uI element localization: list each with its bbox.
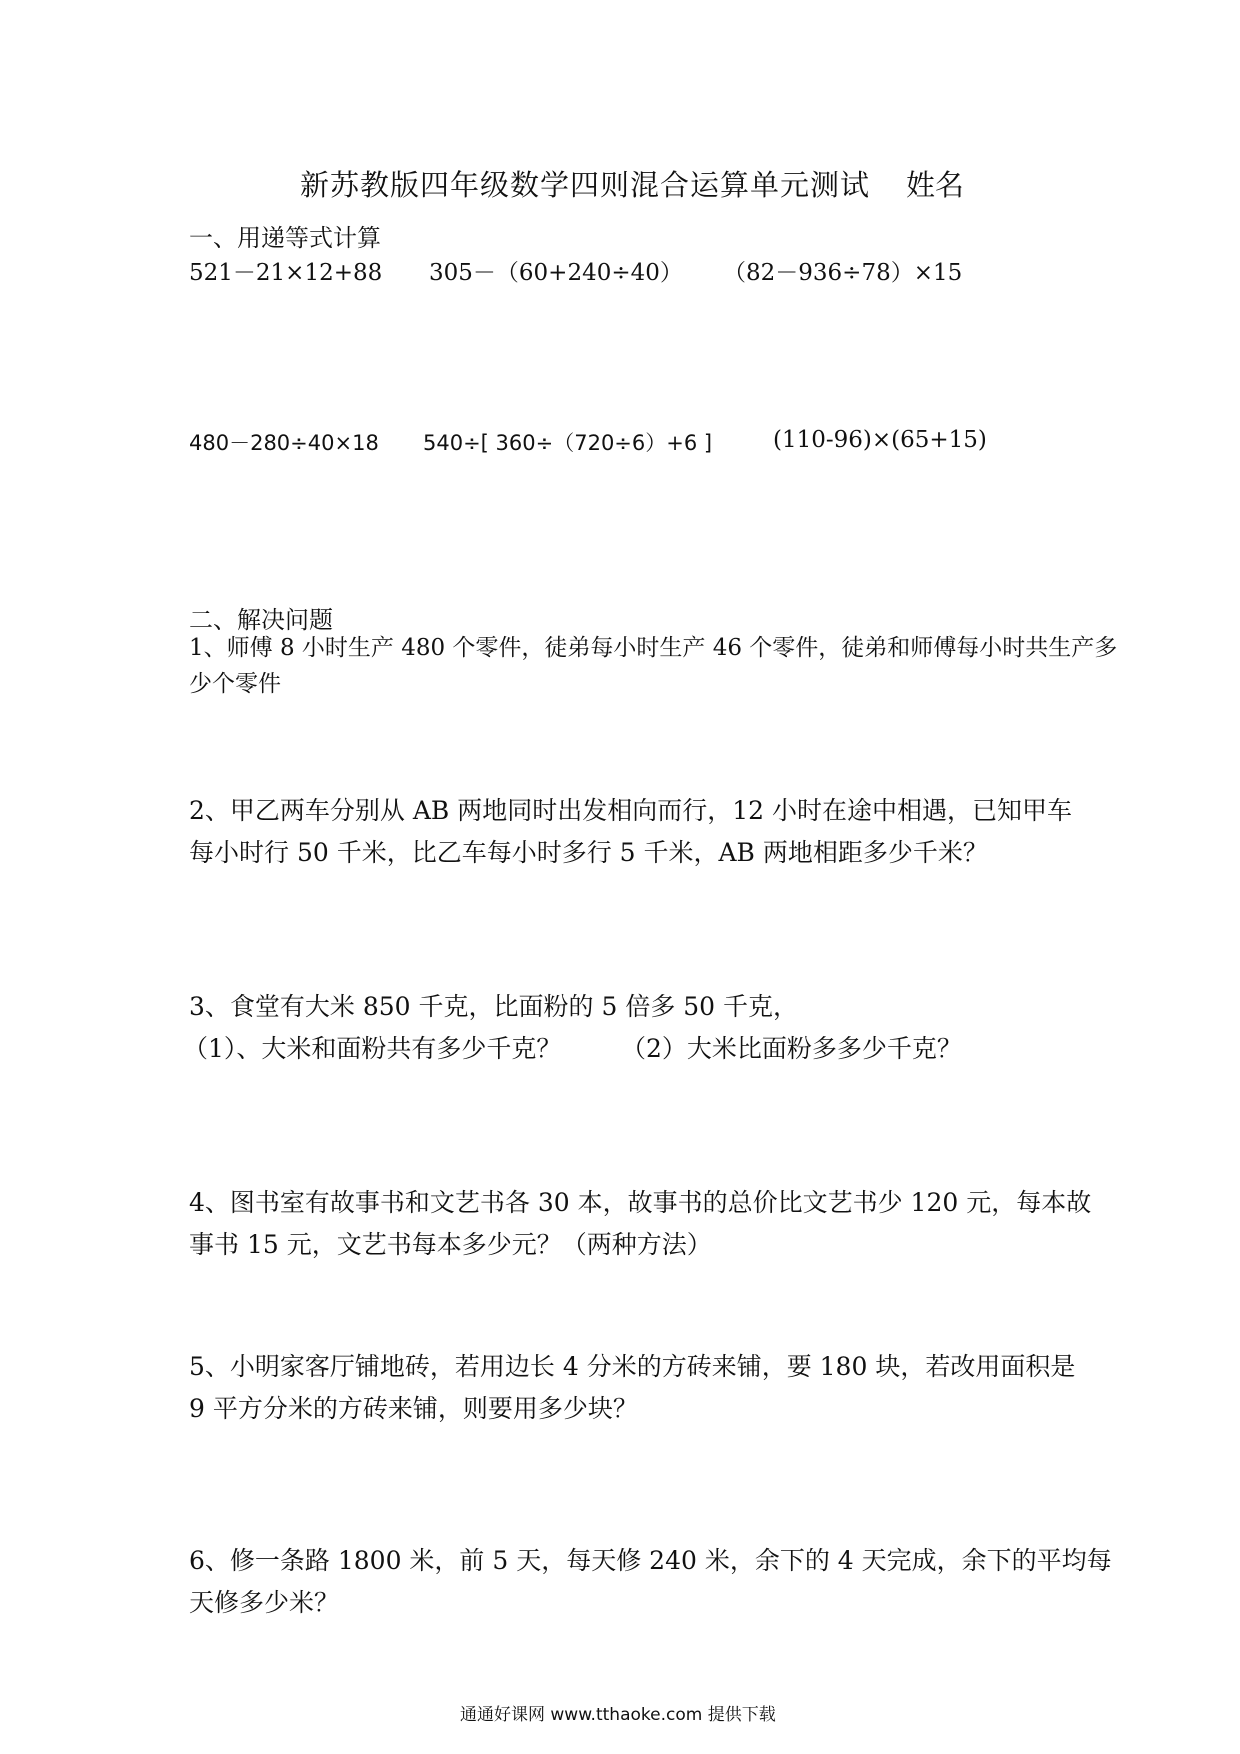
- problem-5-line-1: 5、小明家客厅铺地砖，若用边长 4 分米的方砖来铺，要 180 块，若改用面积是: [189, 1352, 1076, 1381]
- problem-2-line-1: 2、甲乙两车分别从 AB 两地同时出发相向而行，12 小时在途中相遇，已知甲车: [189, 796, 1072, 825]
- problem-4-line-2: 事书 15 元，文艺书每本多少元？（两种方法）: [189, 1230, 712, 1259]
- problem-3-sub-1: （1）、大米和面粉共有多少千克？: [183, 1034, 562, 1063]
- problem-1-line-2: 少个零件: [189, 671, 281, 697]
- problem-4: [189, 1182, 1091, 1266]
- expression-2: 305－（60+240÷40）: [429, 260, 683, 286]
- problem-2: [189, 790, 1072, 874]
- problem-1: [189, 630, 1117, 702]
- problem-2-line-2: 每小时行 50 千米，比乙车每小时多行 5 千米，AB 两地相距多少千米？: [189, 838, 988, 867]
- problem-3-sub-2: （2）大米比面粉多多少千克？: [621, 1034, 962, 1063]
- expression-3: （82－936÷78）×15: [723, 260, 963, 286]
- problem-3: [183, 986, 962, 1070]
- page-title: 新苏教版四年级数学四则混合运算单元测试: [300, 168, 871, 202]
- problem-6-line-1: 6、修一条路 1800 米，前 5 天，每天修 240 米，余下的 4 天完成，余下的平均每: [189, 1546, 1112, 1575]
- expression-1: 521－21×12+88: [189, 260, 383, 286]
- expression-6: (110-96)×(65+15): [773, 427, 987, 453]
- section2-heading: 二、解决问题: [189, 606, 333, 634]
- expression-4: 480－280÷40×18: [189, 431, 379, 455]
- problem-3-line-1: 3、食堂有大米 850 千克，比面粉的 5 倍多 50 千克，: [189, 992, 799, 1021]
- name-label: 姓名: [906, 168, 965, 202]
- problem-5: [189, 1346, 1075, 1430]
- section1-heading: 一、用递等式计算: [189, 224, 381, 252]
- footer-credit: 通通好课网 www.tthaoke.com 提供下载: [460, 1705, 776, 1725]
- problem-5-line-2: 9 平方分米的方砖来铺，则要用多少块？: [189, 1394, 638, 1423]
- problem-1-line-1: 1、师傅 8 小时生产 480 个零件，徒弟每小时生产 46 个零件，徒弟和师傅每小时共生产多: [189, 635, 1118, 661]
- expression-5: 540÷[ 360÷（720÷6）+6 ]: [423, 431, 713, 455]
- problem-6-line-2: 天修多少米？: [189, 1588, 340, 1617]
- problem-4-line-1: 4、图书室有故事书和文艺书各 30 本，故事书的总价比文艺书少 120 元，每本故: [189, 1188, 1092, 1217]
- problem-6: [189, 1540, 1112, 1624]
